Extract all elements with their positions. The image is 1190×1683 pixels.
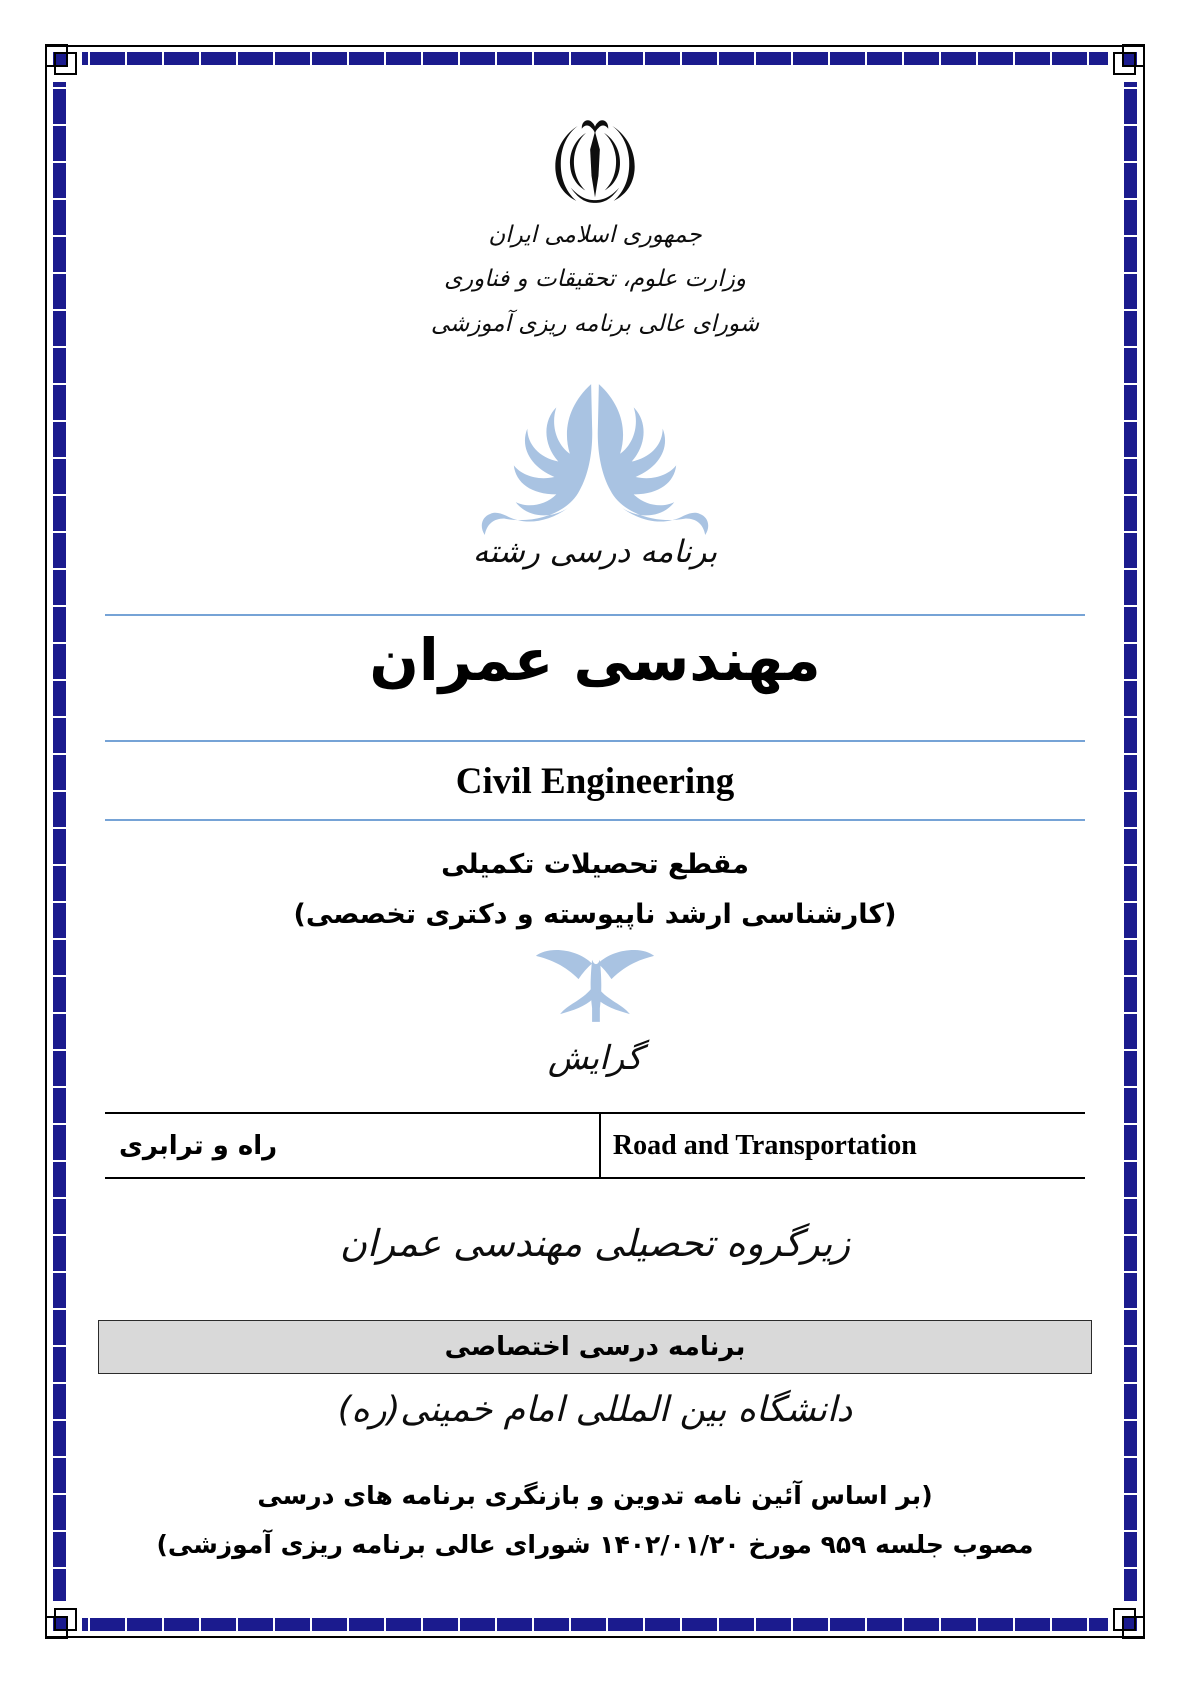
gov-line-ministry: وزارت علوم، تحقیقات و فناوری (444, 266, 746, 292)
orientation-label: گرایش (547, 1038, 643, 1077)
frame-band-left (53, 52, 66, 1631)
frame-corner-knot (45, 44, 81, 80)
flourish-ornament-icon (105, 382, 1085, 542)
orientation-name-en: Road and Transportation (612, 1129, 917, 1161)
divider-rule (105, 740, 1085, 742)
subgroup-line: زیرگروه تحصیلی مهندسی عمران (339, 1222, 851, 1265)
frame-corner-knot (1109, 44, 1145, 80)
divider-rule (105, 819, 1085, 821)
program-type-bar: برنامه درسی اختصاصی (98, 1320, 1092, 1374)
gov-line-republic: جمهوری اسلامی ایران (488, 222, 702, 248)
major-title-en: Civil Engineering (455, 761, 735, 802)
approval-line-2: مصوب جلسه ۹۵۹ مورخ ۱۴۰۲/۰۱/۲۰ شورای عالی برنامه ریزی آموزشی) (156, 1530, 1034, 1559)
approval-line-1: (بر اساس آئین نامه تدوین و بازنگری برنامه های درسی (257, 1481, 933, 1510)
small-flourish-icon (105, 946, 1085, 1024)
level-line-1: مقطع تحصیلات تکمیلی (441, 849, 749, 880)
university-line: دانشگاه بین المللی امام خمینی(ره) (337, 1390, 853, 1430)
divider-rule (105, 614, 1085, 616)
orientation-table (105, 1112, 1085, 1179)
major-title-fa: مهندسی عمران (369, 626, 821, 694)
frame-corner-knot (45, 1603, 81, 1639)
level-line-2: (کارشناسی ارشد ناپیوسته و دکتری تخصصی) (293, 899, 897, 930)
program-label: برنامه درسی رشته (472, 534, 718, 570)
iran-emblem-icon (105, 104, 1085, 220)
frame-band-right (1124, 52, 1137, 1631)
orientation-name-fa: راه و ترابری (119, 1130, 278, 1161)
frame-corner-knot (1109, 1603, 1145, 1639)
cover-content (105, 0, 1085, 1683)
gov-line-council: شورای عالی برنامه ریزی آموزشی (430, 311, 760, 337)
